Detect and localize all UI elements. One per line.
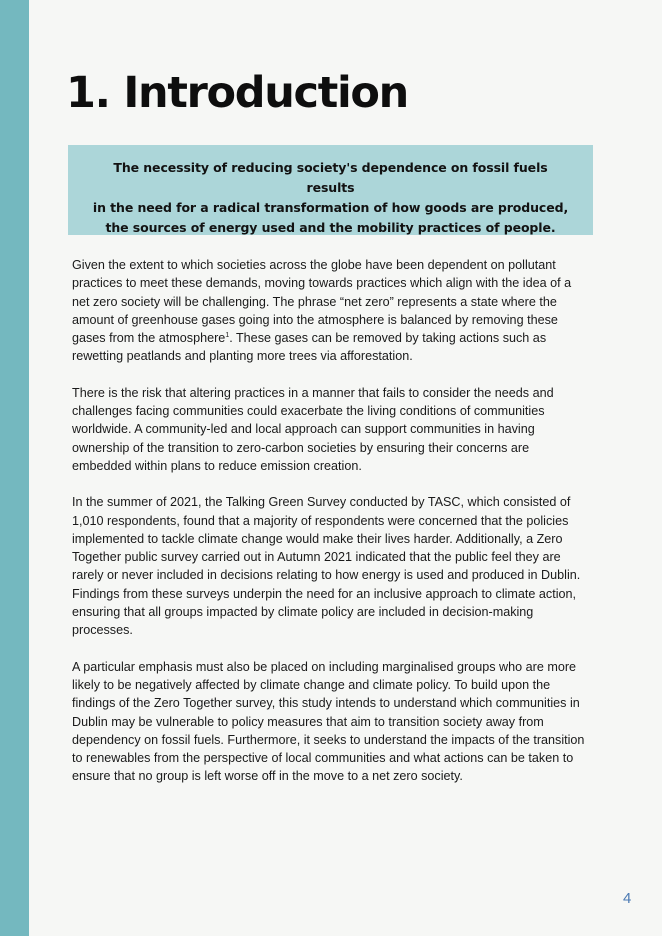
callout-box <box>68 145 593 235</box>
paragraph-1-part-1: Given the extent to which societies across the globe have been dependent on pollutant practices to meet these demands, moving towards practices which align with the idea of a net zero society will be challenging. The phrase “net zero” represents a state where the amount of greenhouse gases going into the atmosphere is balanced by removing these gases from the atmosphere <box>72 258 572 346</box>
body-text <box>72 256 592 804</box>
page-number: 4 <box>623 890 632 907</box>
paragraph-1-part-2: . These gases can be removed by taking actions such as rewetting peatlands and planting more trees via afforestation. <box>72 331 547 364</box>
page-title: 1. Introduction <box>66 68 408 118</box>
paragraph-3: In the summer of 2021, the Talking Green Survey conducted by TASC, which consisted of 1,010 respondents, found that a majority of respondents were concerned that the policies implemented to tackle climate change would make their lives harder. Additionally, a Zero Together public survey carried out in Autumn 2021 indicated that the public feel they are rarely or never included in decisions relating to how energy is used and produced in Dublin. Findings from these surveys underpin the need for an inclusive approach to climate action, ensuring that all groups impacted by climate policy are included in decision-making processes. <box>72 495 581 638</box>
paragraph-2: There is the risk that altering practices in a manner that fails to consider the needs and challenges facing communities could exacerbate the living conditions of communities worldwide. A community-led and local approach can support communities in having ownership of the transition to zero-carbon societies by ensuring their concerns are embedded within plans to reduce emission creation. <box>72 385 554 473</box>
paragraph-1 <box>72 256 592 366</box>
side-accent-stripe <box>0 0 29 936</box>
paragraph-4: A particular emphasis must also be placed on including marginalised groups who are more likely to be negatively affected by climate change and climate policy. To build upon the findings of the Zero Together survey, this study intends to understand which communities in Dublin may be vulnerable to policy measures that aim to transition society away from dependency on fossil fuels. Furthermore, it seeks to understand the impacts of the transition to renewables from the perspective of local communities and what actions can be taken to ensure that no group is left worse off in the move to a net zero society. <box>72 659 585 784</box>
callout-text: The necessity of reducing society's dependence on fossil fuels results in the need for a radical transformation of how goods are produced, the sources of energy used and the mobility practices of people. <box>92 160 569 235</box>
footnote-marker: 1 <box>225 332 230 339</box>
